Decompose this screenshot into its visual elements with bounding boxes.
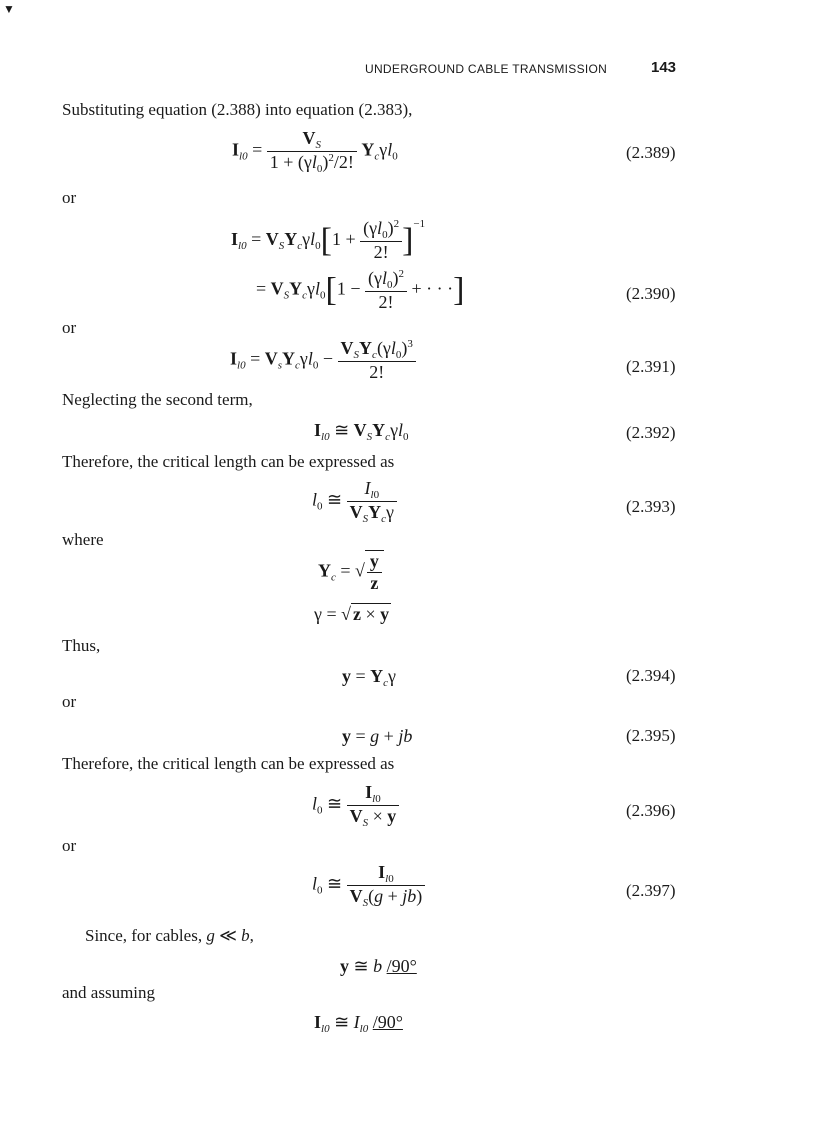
corner-mark: ▼ bbox=[3, 2, 15, 16]
equation-number-2-397: (2.397) bbox=[626, 881, 676, 900]
paragraph-therefore-1: Therefore, the critical length can be expressed as bbox=[62, 452, 395, 471]
equation-2-389: $I_{l0}$ = $\frac{V_S}{1 + (\gamma l_0)^2/2!}$ $Y_c\gamma l_0$ bbox=[232, 128, 398, 175]
equation-2-396: $l_0$ ≅ $\frac{I_{l0}}{V_S \times y}$ bbox=[312, 782, 399, 829]
running-header: UNDERGROUND CABLE TRANSMISSION bbox=[365, 62, 608, 76]
equation-gamma: γ = √ z × y bbox=[314, 604, 390, 624]
equation-yc: $Y_c$ = √ $\frac{y}{z}$ bbox=[318, 550, 384, 594]
equation-number-2-396: (2.396) bbox=[626, 801, 676, 820]
equation-2-395: y = g + jb bbox=[342, 726, 413, 746]
equation-2-390-line2: = $V_SY_c\gamma l_0[1$ − $\frac{(\gamma l_0)^2}{2!}$ + · · ·] bbox=[256, 268, 465, 312]
equation-number-2-389: (2.389) bbox=[626, 143, 676, 162]
equation-2-390-line1: $I_{l0} = V_SY_c\gamma l_0[1$ + $\frac{(\gamma l_0)^2}{2!}$ ]$^{-1}$ bbox=[231, 218, 426, 263]
equation-current-approx: $I_{l0}$ ≅ $I_{l0}$ /90° bbox=[314, 1012, 403, 1035]
paragraph-therefore-2: Therefore, the critical length can be expressed as bbox=[62, 754, 395, 773]
paragraph-substituting: Substituting equation (2.388) into equation (2.383), bbox=[62, 100, 413, 119]
text-where: where bbox=[62, 530, 104, 549]
equation-number-2-391: (2.391) bbox=[626, 357, 676, 376]
equation-number-2-392: (2.392) bbox=[626, 423, 676, 442]
equation-number-2-395: (2.395) bbox=[626, 726, 676, 745]
since-prefix: Since, for cables, bbox=[85, 926, 203, 945]
text-or-2: or bbox=[62, 318, 77, 337]
text-or-4: or bbox=[62, 836, 77, 855]
equation-y-approx: y ≅ b /90° bbox=[340, 956, 417, 976]
equation-2-393: $l_0$ ≅ $\frac{I_{l0}}{V_SY_c\gamma}$ bbox=[312, 478, 397, 525]
paragraph-neglecting: Neglecting the second term, bbox=[62, 390, 253, 409]
equation-number-2-394: (2.394) bbox=[626, 666, 676, 685]
equation-2-392: $I_{l0}$ ≅ $V_SY_c\gamma l_0$ bbox=[314, 420, 409, 443]
equation-2-394: $y = Y_c\gamma$ bbox=[342, 666, 397, 689]
equation-number-2-393: (2.393) bbox=[626, 497, 676, 516]
page-number: 143 bbox=[651, 59, 677, 76]
text-thus: Thus, bbox=[62, 636, 101, 655]
text-or-3: or bbox=[62, 692, 77, 711]
paragraph-since: Since, for cables, g ≪ b, bbox=[85, 926, 254, 945]
equation-number-2-390: (2.390) bbox=[626, 284, 676, 303]
text-or-1: or bbox=[62, 188, 77, 207]
text-and-assuming: and assuming bbox=[62, 983, 156, 1002]
equation-2-391: $I_{l0} = V_sY_c\gamma l_0$ − $\frac{V_SY_c(\gamma l_0)^3}{2!}$ bbox=[230, 338, 416, 383]
equation-2-397: $l_0$ ≅ $\frac{I_{l0}}{V_S(g + jb)}$ bbox=[312, 862, 425, 909]
